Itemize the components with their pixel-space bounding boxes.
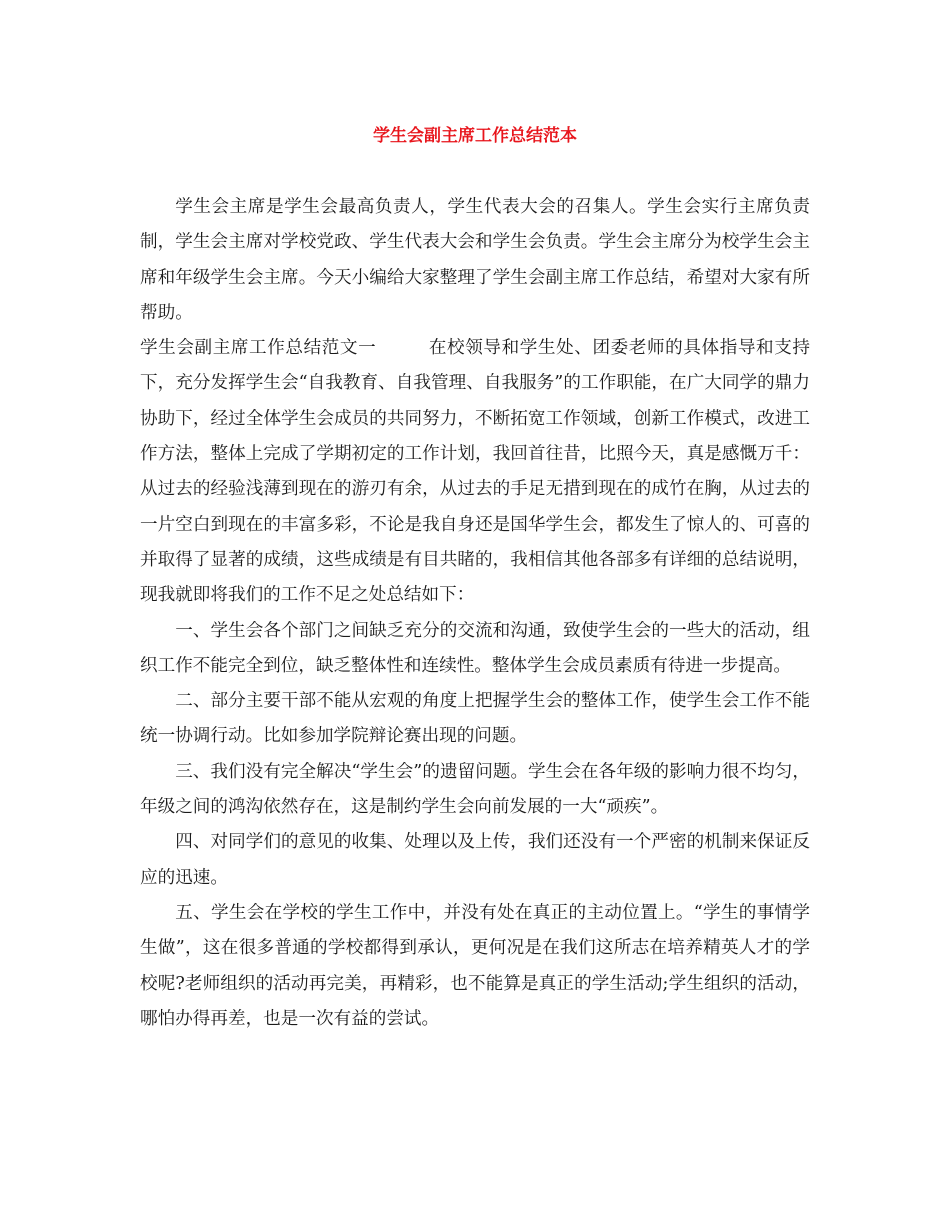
section-paragraph — [140, 331, 810, 613]
section-heading: 学生会副主席工作总结范文一 — [140, 338, 377, 359]
point-paragraph-2: 二、部分主要干部不能从宏观的角度上把握学生会的整体工作，使学生会工作不能统一协调行动。比如参加学院辩论赛出现的问题。 — [140, 691, 810, 747]
point-paragraph-5: 五、学生会在学校的学生工作中，并没有处在真正的主动位置上。“学生的事情学生做”，这在很多普通的学校都得到承认，更何况是在我们这所志在培养精英人才的学校呢?老师组织的活动再完美，再精彩，也不能算是真正的学生活动;学生组织的活动，哪怕办得再差，也是一次有益的尝试。 — [140, 902, 810, 1029]
document-body — [140, 190, 810, 1037]
point-paragraph-1: 一、学生会各个部门之间缺乏充分的交流和沟通，致使学生会的一些大的活动，组织工作不能完全到位，缺乏整体性和连续性。整体学生会成员素质有待进一步提高。 — [140, 620, 810, 676]
point-paragraph-3: 三、我们没有完全解决“学生会”的遗留问题。学生会在各年级的影响力很不均匀，年级之间的鸿沟依然存在，这是制约学生会向前发展的一大“顽疾”。 — [140, 761, 810, 818]
intro-paragraph: 学生会主席是学生会最高负责人，学生代表大会的召集人。学生会实行主席负责制，学生会主席对学校党政、学生代表大会和学生会负责。学生会主席分为校学生会主席和年级学生会主席。今天小编给大家整理了学生会副主席工作总结，希望对大家有所帮助。 — [140, 197, 810, 323]
document-title: 学生会副主席工作总结范本 — [373, 126, 577, 146]
point-paragraph-4: 四、对同学们的意见的收集、处理以及上传，我们还没有一个严密的机制来保证反应的迅速。 — [140, 832, 810, 888]
section-body: 在校领导和学生处、团委老师的具体指导和支持下，充分发挥学生会“自我教育、自我管理、自我服务”的工作职能，在广大同学的鼎力协助下，经过全体学生会成员的共同努力，不断拓宽工作领域，创新工作模式，改进工作方法，整体上完成了学期初定的工作计划，我回首往昔，比照今天，真是感慨万千：从过去的经验浅薄到现在的游刃有余，从过去的手足无措到现在的成竹在胸，从过去的一片空白到现在的丰富多彩，不论是我自身还是国华学生会，都发生了惊人的、可喜的并取得了显著的成绩，这些成绩是有目共睹的，我相信其他各部多有详细的总结说明，现我就即将我们的工作不足之处总结如下： — [140, 338, 810, 606]
